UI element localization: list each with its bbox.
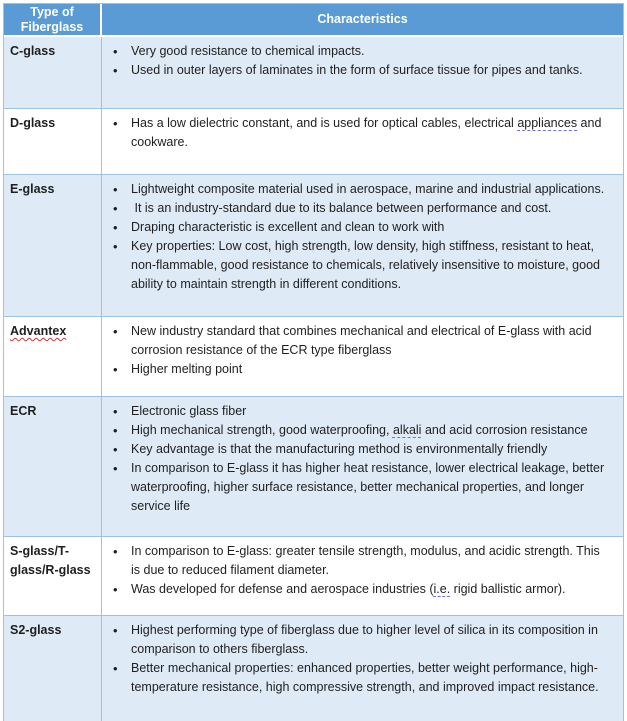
type-label: Advantex [10,324,67,338]
type-cell [4,174,102,316]
type-cell [4,108,102,174]
bullet-item: • In comparison to E-glass: greater tensile strength, modulus, and acidic strength. This is due to reduced filament diameter. [102,542,611,580]
marked-word: appliances [517,116,578,130]
type-cell [4,615,102,721]
type-cell [4,37,102,108]
header-type-of-fiberglass: Type of Fiberglass [4,4,102,37]
type-label: ECR [10,404,37,418]
bullet-item: • Highest performing type of fiberglass due to higher level of silica in its composition in comparison to others fiberglass. [102,621,611,659]
table-row [4,536,623,615]
bullet-list [102,621,611,697]
bullet-list [102,42,611,80]
fiberglass-table [3,3,624,721]
bullet-item: • Very good resistance to chemical impacts. [102,42,611,61]
header-row [4,4,623,37]
bullet-item: • It is an industry-standard due to its balance between performance and cost. [102,199,611,218]
bullet-item: • In comparison to E-glass it has higher heat resistance, lower electrical leakage, better waterproofing, higher surface resistance, better mechanical properties, and longer service life [102,459,611,516]
characteristics-cell [102,536,623,615]
bullet-item: • High mechanical strength, good waterproofing, alkali and acid corrosion resistance [102,421,611,440]
table-row [4,316,623,396]
bullet-item: • Has a low dielectric constant, and is used for optical cables, electrical appliances and cookware. [102,114,611,152]
bullet-item: • Key advantage is that the manufacturing method is environmentally friendly [102,440,611,459]
bullet-item: • Was developed for defense and aerospace industries (i.e. rigid ballistic armor). [102,580,611,599]
bullet-item: • New industry standard that combines mechanical and electrical of E-glass with acid corrosion resistance of the ECR type fiberglass [102,322,611,360]
type-label: E-glass [10,182,55,196]
table-row [4,615,623,721]
characteristics-cell [102,316,623,396]
type-label: D-glass [10,116,56,130]
table-row [4,108,623,174]
bullet-list [102,180,611,294]
bullet-list [102,402,611,516]
bullet-item: • Draping characteristic is excellent and clean to work with [102,218,611,237]
type-cell [4,396,102,536]
type-label: S-glass/T-glass/R-glass [10,544,91,577]
bullet-item: • Lightweight composite material used in aerospace, marine and industrial applications. [102,180,611,199]
characteristics-cell [102,108,623,174]
bullet-item: • Key properties: Low cost, high strength, low density, high stiffness, resistant to heat, non-flammable, good resistance to chemicals, relatively insensitive to moisture, good ability to maintain strength in different conditions. [102,237,611,294]
bullet-item: • Used in outer layers of laminates in the form of surface tissue for pipes and tanks. [102,61,611,80]
type-cell [4,316,102,396]
characteristics-cell [102,615,623,721]
table-header [4,4,623,37]
bullet-list [102,322,611,379]
table-row [4,396,623,536]
marked-word: alkali [392,423,422,437]
type-label: C-glass [10,44,56,58]
table-row [4,174,623,316]
type-label: S2-glass [10,623,62,637]
header-characteristics: Characteristics [102,4,623,37]
bullet-item: • Electronic glass fiber [102,402,611,421]
bullet-list [102,114,611,152]
table-body [4,37,623,721]
type-cell [4,536,102,615]
bullet-item: • Higher melting point [102,360,611,379]
bullet-item: • Better mechanical properties: enhanced properties, better weight performance, high-temperature resistance, high compressive strength, and improved impact resistance. [102,659,611,697]
table-row [4,37,623,108]
characteristics-cell [102,174,623,316]
marked-word: i.e. [433,582,451,596]
characteristics-cell [102,37,623,108]
bullet-list [102,542,611,599]
characteristics-cell [102,396,623,536]
